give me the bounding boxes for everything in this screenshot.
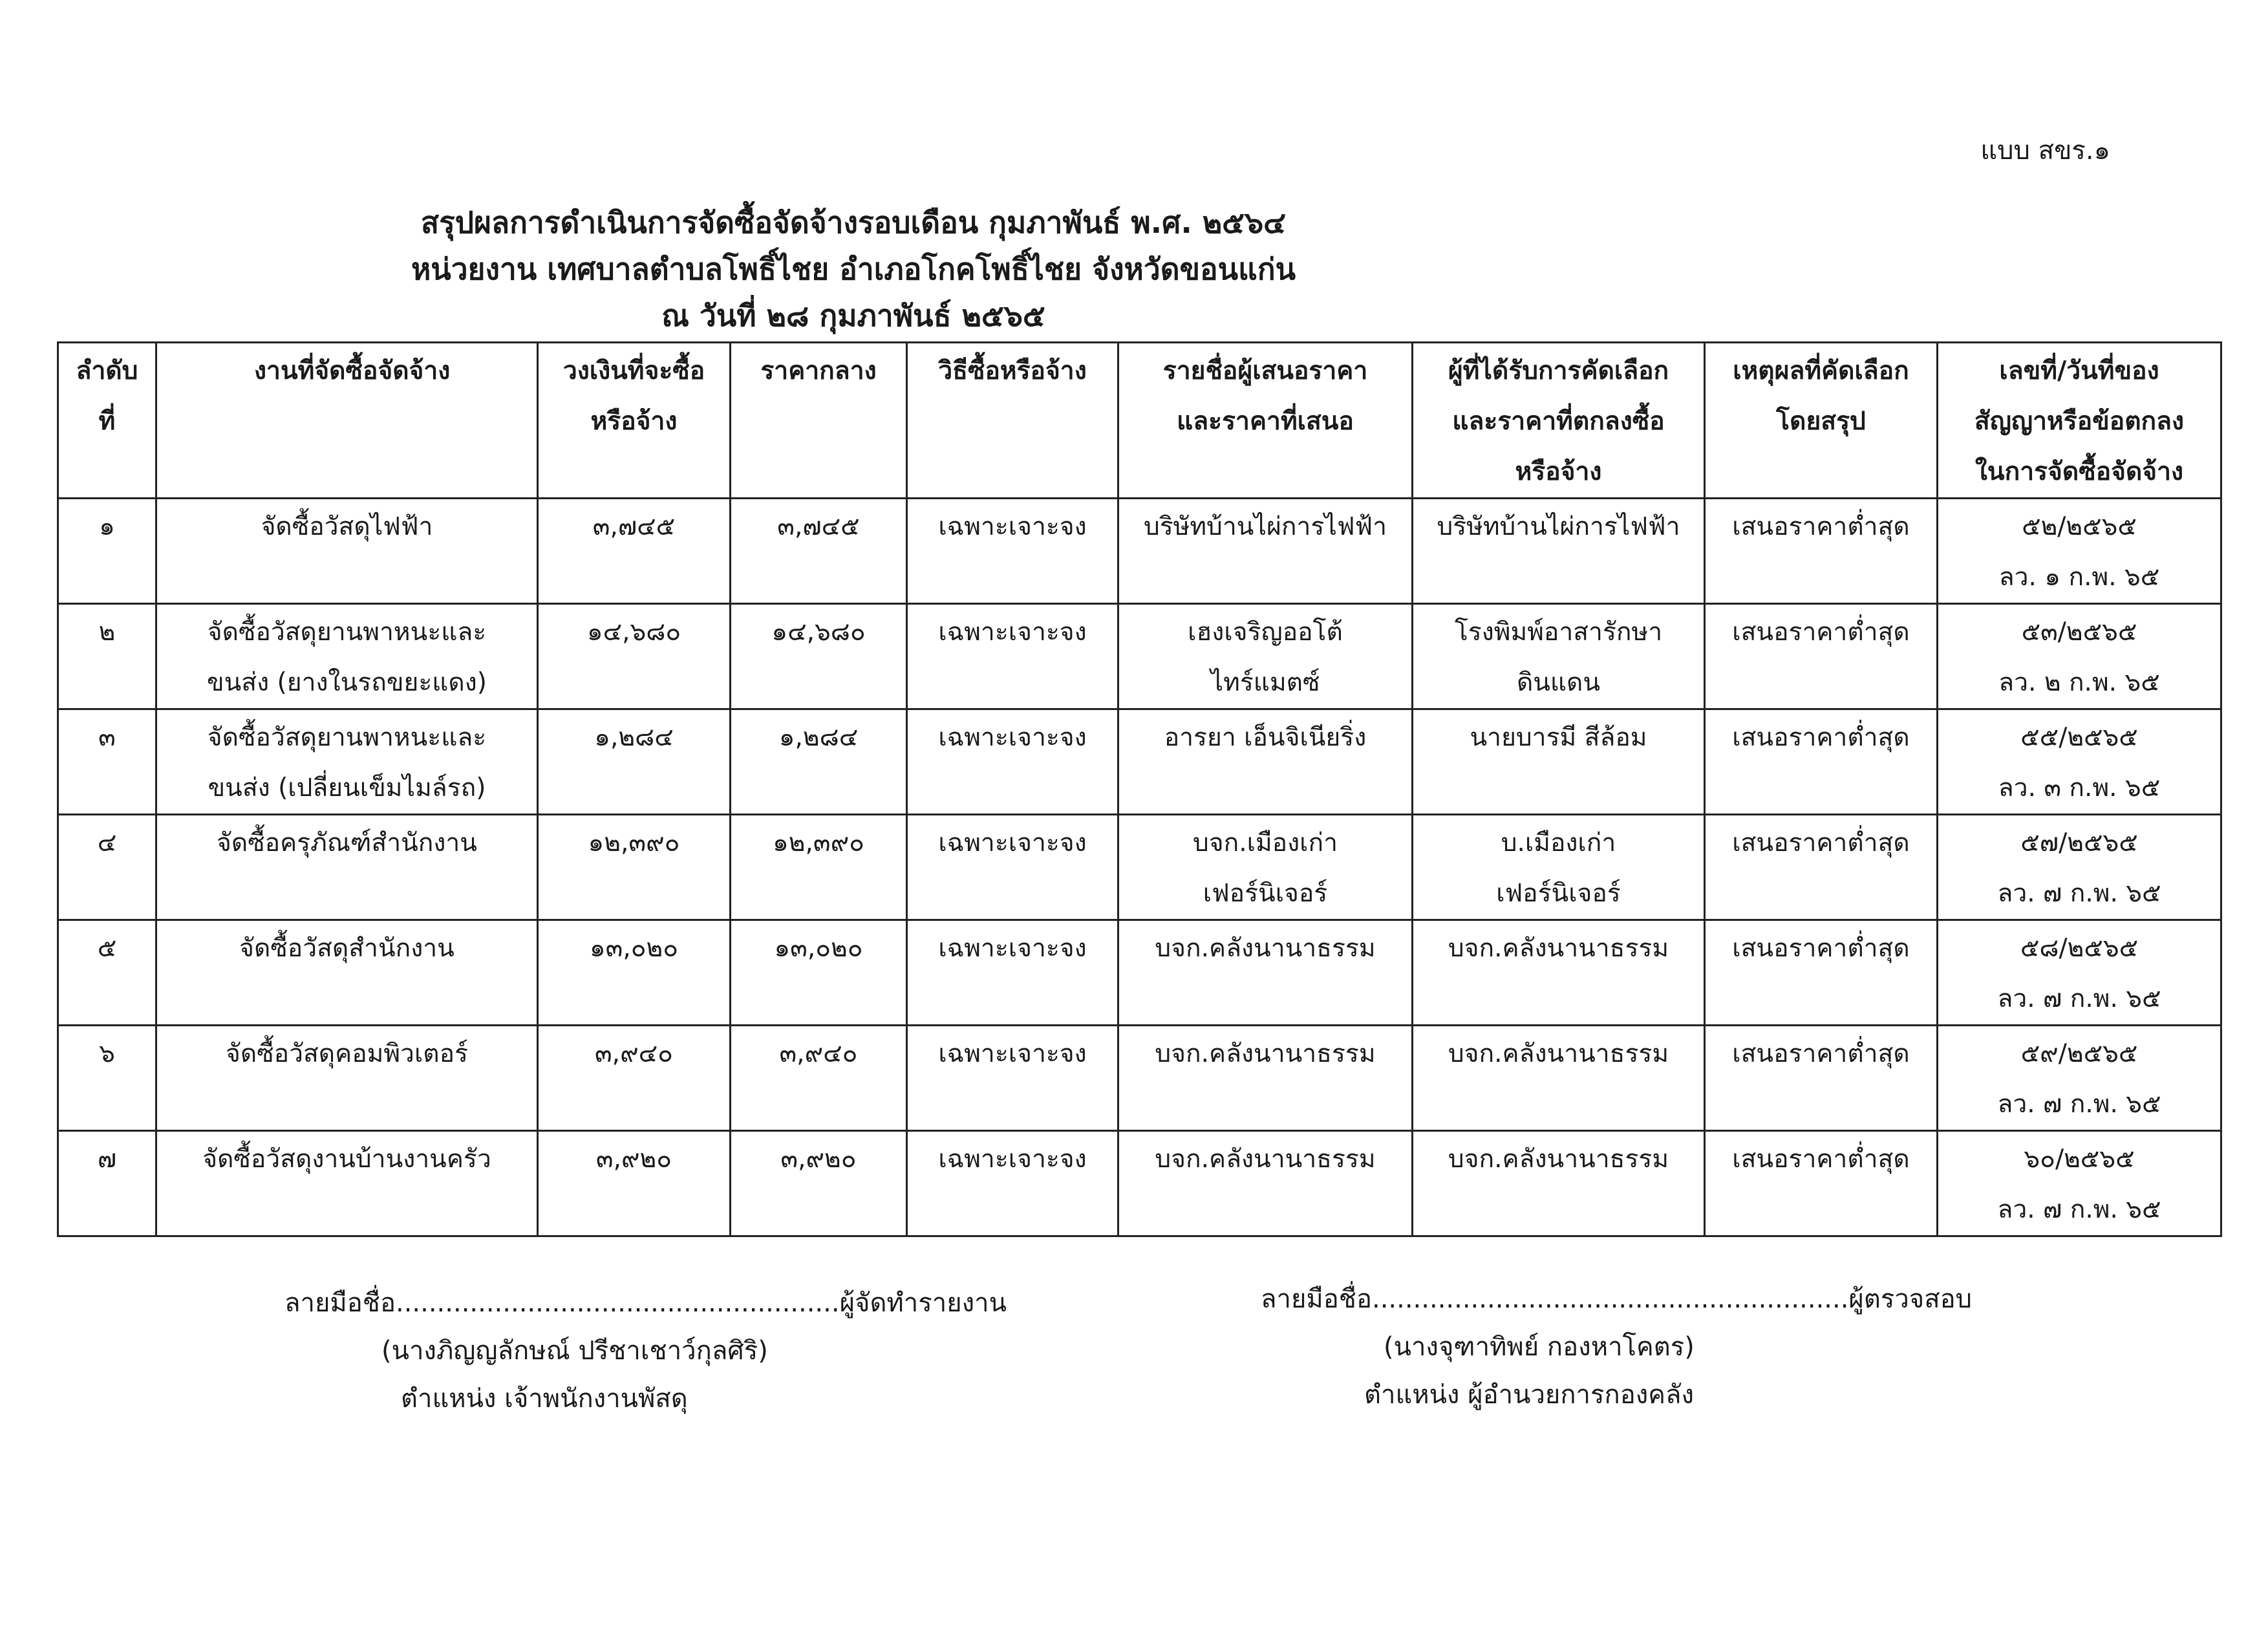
table-row (58, 709, 2221, 815)
cell-reason-text: เสนอราคาต่ำสุด (1732, 1039, 1910, 1068)
reporter-signature-line: ลายมือชื่อ......................................................ผู้จัดทำรายงาน (284, 1288, 1007, 1318)
cell-median-price-text: ๑๒,๓๙๐ (773, 828, 864, 857)
cell-contract (1938, 604, 2221, 709)
cell-reason-text: เสนอราคาต่ำสุด (1732, 828, 1910, 857)
cell-contract-text: ๖๐/๒๕๖๕ (2024, 1145, 2135, 1174)
cell-selected-text: เฟอร์นิเจอร์ (1496, 879, 1621, 908)
header-item (156, 343, 538, 499)
cell-median-price (731, 709, 907, 815)
cell-bidder (1118, 709, 1413, 815)
cell-contract-text: ลว. ๑ ก.พ. ๖๕ (1998, 563, 2160, 592)
reporter-position: ตำแหน่ง เจ้าพนักงานพัสดุ (401, 1384, 688, 1414)
cell-item (156, 815, 538, 920)
cell-selected-text: บจก.คลังนานาธรรม (1448, 1039, 1669, 1068)
header-selected (1413, 343, 1705, 499)
cell-contract-text: ๕๙/๒๕๖๕ (2020, 1039, 2138, 1068)
header-bidders (1118, 343, 1413, 499)
cell-contract (1938, 920, 2221, 1026)
cell-bidder (1118, 499, 1413, 604)
cell-item (156, 920, 538, 1026)
cell-item (156, 709, 538, 815)
cell-item-text: ขนส่ง (เปลี่ยนเข็มไมล์รถ) (208, 773, 486, 803)
cell-bidder-text: บจก.เมืองเก่า (1193, 828, 1338, 857)
cell-budget-text: ๑๓,๐๒๐ (589, 934, 679, 963)
header-reason-line: โดยสรุป (1776, 407, 1866, 436)
title-line-2: หน่วยงาน เทศบาลตำบลโพธิ์ไชย อำเภอโกคโพธิ์ไชย จังหวัดขอนแก่น (411, 252, 1296, 286)
cell-contract-text: ๕๘/๒๕๖๕ (2020, 934, 2139, 963)
cell-item-text: จัดซื้อครุภัณฑ์สำนักงาน (217, 828, 477, 857)
cell-budget-text: ๑๒,๓๙๐ (588, 828, 680, 857)
cell-contract (1938, 709, 2221, 815)
cell-bidder-text: อารยา เอ็นจิเนียริ่ง (1164, 723, 1367, 752)
cell-selected-text: บริษัทบ้านไผ่การไฟฟ้า (1437, 512, 1680, 541)
cell-no-text: ๖ (99, 1039, 115, 1068)
cell-median-price (731, 1131, 907, 1236)
table-row (58, 920, 2221, 1026)
cell-selected (1413, 499, 1705, 604)
cell-method (907, 709, 1118, 815)
cell-method-text: เฉพาะเจาะจง (938, 828, 1087, 857)
header-contract-line: ในการจัดซื้อจัดจ้าง (1974, 457, 2184, 486)
table-body (58, 499, 2221, 1236)
header-selected-line: ผู้ที่ได้รับการคัดเลือก (1448, 356, 1669, 385)
cell-no-text: ๑ (99, 512, 115, 541)
cell-budget (538, 499, 731, 604)
cell-budget-text: ๓,๗๔๕ (592, 512, 676, 541)
cell-selected (1413, 815, 1705, 920)
inspector-signature-line: ลายมือชื่อ..........................................................ผู้ตรวจสอบ (1261, 1284, 1973, 1314)
header-bidders-line: รายชื่อผู้เสนอราคา (1162, 356, 1368, 385)
cell-no-text: ๓ (98, 723, 116, 752)
cell-selected-text: บจก.คลังนานาธรรม (1448, 1145, 1669, 1174)
cell-median-price-text: ๑,๒๘๔ (778, 723, 859, 752)
cell-contract-text: ๕๓/๒๕๖๕ (2021, 618, 2137, 647)
cell-median-price-text: ๑๔,๖๘๐ (771, 618, 866, 647)
cell-item-text: จัดซื้อวัสดุยานพาหนะและ (207, 618, 487, 647)
table-row (58, 815, 2221, 920)
cell-contract-text: ลว. ๗ ก.พ. ๖๕ (1997, 1090, 2161, 1119)
header-method (907, 343, 1118, 499)
cell-method (907, 1131, 1118, 1236)
cell-reason (1705, 815, 1938, 920)
cell-no-text: ๗ (97, 1145, 117, 1174)
form-code: แบบ สขร.๑ (1980, 136, 2110, 166)
table-header-row (58, 343, 2221, 499)
cell-item-text: จัดซื้อวัสดุสำนักงาน (239, 934, 455, 963)
header-selected-line: และราคาที่ตกลงซื้อ (1452, 407, 1665, 436)
cell-reason (1705, 604, 1938, 709)
cell-bidder-text: เฟอร์นิเจอร์ (1203, 879, 1328, 908)
cell-budget-text: ๓,๙๒๐ (595, 1145, 672, 1174)
cell-no (58, 1026, 156, 1131)
cell-reason-text: เสนอราคาต่ำสุด (1732, 723, 1910, 752)
header-contract (1938, 343, 2221, 499)
cell-median-price-text: ๓,๙๒๐ (780, 1145, 857, 1174)
cell-item (156, 1026, 538, 1131)
header-no-line: ลำดับ (76, 356, 138, 385)
cell-item-text: จัดซื้อวัสดุงานบ้านงานครัว (202, 1145, 491, 1174)
cell-item-text: ขนส่ง (ยางในรถขยะแดง) (206, 668, 487, 697)
cell-bidder (1118, 604, 1413, 709)
cell-contract (1938, 499, 2221, 604)
cell-reason-text: เสนอราคาต่ำสุด (1732, 618, 1910, 647)
cell-contract (1938, 1026, 2221, 1131)
cell-contract-text: ลว. ๗ ก.พ. ๖๕ (1997, 879, 2161, 908)
cell-contract-text: ๕๕/๒๕๖๕ (2020, 723, 2138, 752)
header-budget-line: หรือจ้าง (590, 407, 678, 436)
cell-bidder-text: เฮงเจริญออโต้ (1188, 618, 1343, 647)
cell-method (907, 604, 1118, 709)
table-row (58, 604, 2221, 709)
cell-method (907, 920, 1118, 1026)
cell-contract-text: ลว. ๗ ก.พ. ๖๕ (1997, 984, 2161, 1013)
cell-method-text: เฉพาะเจาะจง (938, 723, 1087, 752)
cell-no (58, 815, 156, 920)
cell-item-text: จัดซื้อวัสดุยานพาหนะและ (207, 723, 487, 752)
cell-reason-text: เสนอราคาต่ำสุด (1732, 512, 1910, 541)
inspector-name: (นางจุฑาทิพย์ กองหาโคตร) (1384, 1332, 1695, 1362)
cell-item (156, 604, 538, 709)
header-selected-line: หรือจ้าง (1515, 457, 1602, 486)
cell-selected-text: นายบารมี สีล้อม (1470, 723, 1647, 752)
cell-method-text: เฉพาะเจาะจง (938, 618, 1087, 647)
header-reason-line: เหตุผลที่คัดเลือก (1733, 356, 1909, 385)
cell-median-price (731, 604, 907, 709)
cell-item-text: จัดซื้อวัสดุไฟฟ้า (261, 512, 433, 541)
cell-bidder (1118, 815, 1413, 920)
cell-budget (538, 815, 731, 920)
header-bidders-line: และราคาที่เสนอ (1177, 407, 1354, 436)
cell-budget (538, 1131, 731, 1236)
cell-selected-text: บจก.คลังนานาธรรม (1448, 934, 1669, 963)
cell-no-text: ๔ (97, 828, 117, 857)
cell-method-text: เฉพาะเจาะจง (938, 1039, 1087, 1068)
cell-median-price-text: ๓,๙๔๐ (779, 1039, 858, 1068)
header-median-line: ราคากลาง (760, 356, 877, 385)
cell-contract (1938, 815, 2221, 920)
cell-selected (1413, 709, 1705, 815)
cell-item (156, 1131, 538, 1236)
cell-contract-text: ลว. ๗ ก.พ. ๖๕ (1997, 1195, 2161, 1224)
cell-median-price (731, 1026, 907, 1131)
cell-selected (1413, 604, 1705, 709)
cell-reason-text: เสนอราคาต่ำสุด (1732, 1145, 1910, 1174)
title-line-1: สรุปผลการดำเนินการจัดซื้อจัดจ้างรอบเดือน กุมภาพันธ์ พ.ศ. ๒๕๖๔ (421, 205, 1286, 240)
cell-median-price-text: ๑๓,๐๒๐ (774, 934, 863, 963)
cell-no-text: ๒ (98, 618, 116, 647)
reporter-name: (นางภิญญลักษณ์ ปรีชาเชาว์กุลศิริ) (381, 1336, 768, 1366)
cell-contract-text: ๕๒/๒๕๖๕ (2022, 512, 2137, 541)
cell-selected-text: ดินแดน (1516, 668, 1601, 697)
cell-no (58, 709, 156, 815)
cell-method-text: เฉพาะเจาะจง (938, 512, 1087, 541)
cell-budget-text: ๑๔,๖๘๐ (586, 618, 681, 647)
cell-selected (1413, 1131, 1705, 1236)
cell-no (58, 604, 156, 709)
table-row (58, 499, 2221, 604)
title-line-3: ณ วันที่ ๒๘ กุมภาพันธ์ ๒๕๖๕ (661, 298, 1045, 333)
cell-reason (1705, 499, 1938, 604)
cell-median-price-text: ๓,๗๔๕ (777, 512, 860, 541)
inspector-signature-block (1261, 1275, 1972, 1419)
cell-bidder-text: บริษัทบ้านไผ่การไฟฟ้า (1143, 512, 1387, 541)
cell-method-text: เฉพาะเจาะจง (938, 934, 1087, 963)
cell-contract-text: ลว. ๓ ก.พ. ๖๕ (1998, 773, 2161, 803)
cell-contract-text: ๕๗/๒๕๖๕ (2020, 828, 2138, 857)
cell-bidder (1118, 1131, 1413, 1236)
cell-bidder-text: บจก.คลังนานาธรรม (1155, 1039, 1376, 1068)
cell-item (156, 499, 538, 604)
cell-selected (1413, 1026, 1705, 1131)
header-method-line: วิธีซื้อหรือจ้าง (938, 356, 1087, 385)
cell-no-text: ๕ (97, 934, 117, 963)
cell-bidder (1118, 1026, 1413, 1131)
table-row (58, 1026, 2221, 1131)
cell-method (907, 499, 1118, 604)
cell-budget (538, 709, 731, 815)
inspector-position: ตำแหน่ง ผู้อำนวยการกองคลัง (1364, 1380, 1695, 1410)
cell-median-price (731, 499, 907, 604)
header-contract-line: เลขที่/วันที่ของ (1999, 356, 2159, 385)
cell-no (58, 1131, 156, 1236)
cell-method-text: เฉพาะเจาะจง (938, 1145, 1087, 1174)
header-contract-line: สัญญาหรือข้อตกลง (1974, 407, 2185, 436)
header-budget (538, 343, 731, 499)
cell-item-text: จัดซื้อวัสดุคอมพิวเตอร์ (226, 1039, 468, 1068)
cell-selected-text: โรงพิมพ์อาสารักษา (1454, 618, 1663, 647)
cell-bidder-text: บจก.คลังนานาธรรม (1155, 1145, 1376, 1174)
cell-no (58, 920, 156, 1026)
cell-reason (1705, 709, 1938, 815)
cell-bidder-text: ไทร์แมตซ์ (1210, 668, 1320, 697)
cell-budget (538, 920, 731, 1026)
cell-method (907, 815, 1118, 920)
cell-reason (1705, 1026, 1938, 1131)
procurement-summary-table (57, 341, 2222, 1237)
cell-budget (538, 604, 731, 709)
cell-no (58, 499, 156, 604)
cell-reason (1705, 1131, 1938, 1236)
header-reason (1705, 343, 1938, 499)
cell-selected (1413, 920, 1705, 1026)
cell-bidder-text: บจก.คลังนานาธรรม (1155, 934, 1376, 963)
cell-reason-text: เสนอราคาต่ำสุด (1732, 934, 1910, 963)
cell-contract-text: ลว. ๒ ก.พ. ๖๕ (1998, 668, 2160, 697)
cell-reason (1705, 920, 1938, 1026)
document-title (0, 199, 1707, 339)
cell-budget-text: ๓,๙๔๐ (595, 1039, 673, 1068)
cell-budget-text: ๑,๒๘๔ (594, 723, 674, 752)
reporter-signature-block (284, 1279, 1007, 1423)
cell-method (907, 1026, 1118, 1131)
cell-bidder (1118, 920, 1413, 1026)
header-item-line: งานที่จัดซื้อจัดจ้าง (254, 356, 451, 385)
cell-median-price (731, 920, 907, 1026)
header-no-line: ที่ (98, 407, 116, 436)
cell-selected-text: บ.เมืองเก่า (1501, 828, 1616, 857)
header-budget-line: วงเงินที่จะซื้อ (562, 356, 705, 385)
cell-budget (538, 1026, 731, 1131)
header-median-price (731, 343, 907, 499)
table-row (58, 1131, 2221, 1236)
cell-median-price (731, 815, 907, 920)
cell-contract (1938, 1131, 2221, 1236)
header-no (58, 343, 156, 499)
